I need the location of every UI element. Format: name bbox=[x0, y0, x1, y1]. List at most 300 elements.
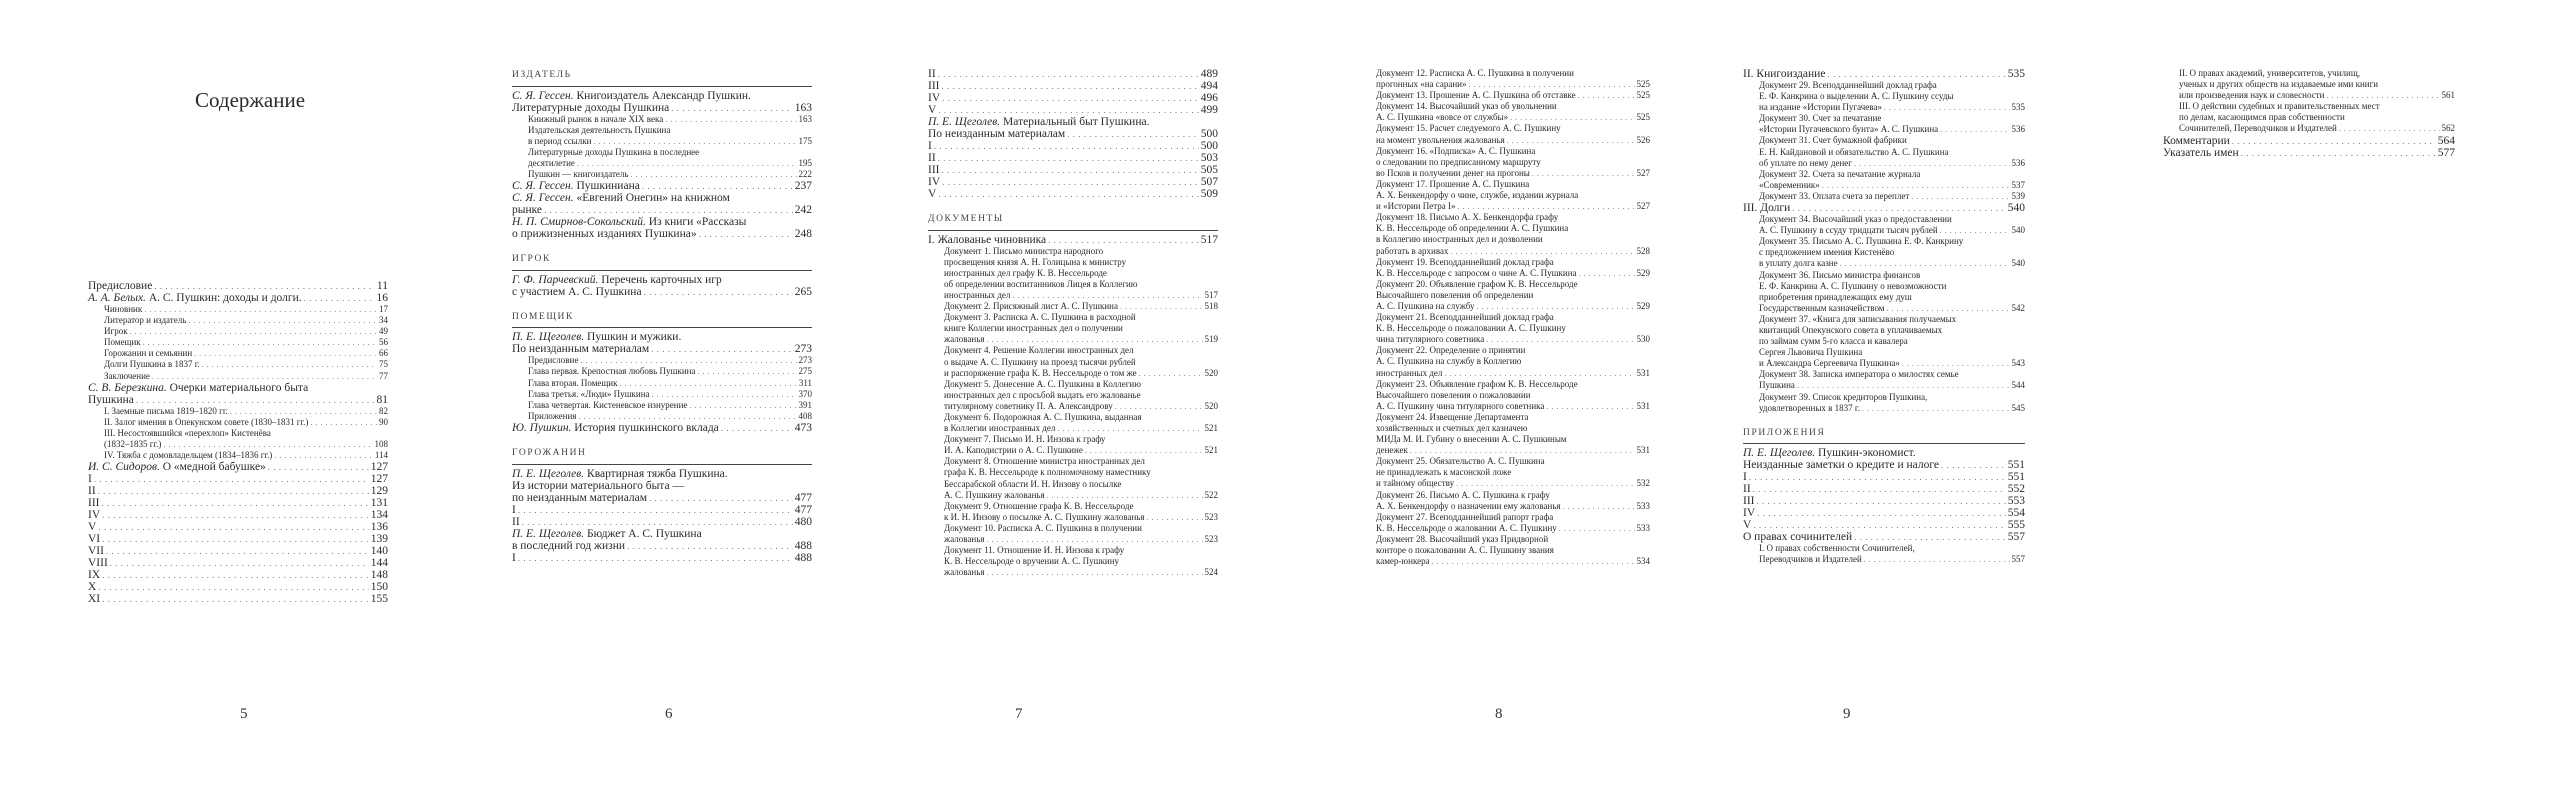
toc-line bbox=[1759, 91, 2025, 102]
toc-entry[interactable] bbox=[928, 104, 1218, 116]
dot-leader bbox=[98, 521, 368, 533]
toc-entry[interactable] bbox=[1743, 507, 2025, 519]
toc-entry[interactable] bbox=[928, 545, 1218, 578]
toc-column-p9-right bbox=[2163, 68, 2455, 159]
toc-entry[interactable] bbox=[88, 509, 388, 521]
entry-title: «Истории Пугачевского бунта» А. С. Пушкина bbox=[1759, 124, 1939, 135]
toc-line bbox=[944, 301, 1218, 312]
toc-entry[interactable] bbox=[512, 274, 812, 298]
toc-entry[interactable] bbox=[512, 552, 812, 564]
dot-leader bbox=[1749, 471, 2006, 483]
entry-title: К. В. Нессельроде о вручении А. С. Пушкину bbox=[944, 556, 1120, 567]
entry-title: Книжный рынок в начале XIX века bbox=[528, 113, 664, 124]
entry-title: Документ 22. Определение о принятии bbox=[1376, 345, 1526, 356]
toc-entry[interactable] bbox=[88, 371, 388, 382]
entry-title: в последний год жизни bbox=[512, 539, 626, 552]
toc-entry[interactable] bbox=[88, 533, 388, 545]
entry-title: III bbox=[928, 80, 940, 92]
entry-title: Пушкин и мужики. bbox=[584, 331, 682, 344]
entry-title: Документ 15. Расчет следуемого А. С. Пушкину bbox=[1376, 123, 1561, 134]
toc-entry[interactable] bbox=[2163, 101, 2455, 134]
toc-line bbox=[512, 422, 812, 434]
entry-title: II bbox=[928, 68, 936, 80]
toc-entry[interactable] bbox=[1360, 534, 1650, 567]
toc-entry[interactable] bbox=[512, 192, 812, 216]
toc-entry[interactable] bbox=[1743, 392, 2025, 414]
toc-entry[interactable] bbox=[1360, 412, 1650, 456]
toc-line bbox=[928, 80, 1218, 92]
toc-line bbox=[512, 286, 812, 298]
entry-page-number: 505 bbox=[1200, 164, 1218, 176]
entry-page-number: 531 bbox=[1636, 367, 1650, 378]
entry-page-number: 496 bbox=[1200, 92, 1218, 104]
toc-entry[interactable] bbox=[88, 428, 388, 450]
toc-entry[interactable] bbox=[1360, 257, 1650, 279]
entry-title: IV bbox=[1743, 507, 1756, 520]
toc-line bbox=[1759, 392, 2025, 403]
section-rule bbox=[1743, 443, 2025, 444]
toc-entry[interactable] bbox=[88, 581, 388, 593]
toc-line bbox=[1759, 135, 2025, 146]
entry-page-number: 108 bbox=[374, 438, 388, 449]
dot-leader bbox=[689, 400, 796, 411]
entry-title: I. Жалованье чиновника bbox=[928, 233, 1047, 246]
entry-page-number: 531 bbox=[1636, 400, 1650, 411]
toc-entry[interactable] bbox=[512, 125, 812, 147]
entry-page-number: 536 bbox=[2011, 157, 2025, 168]
dot-leader bbox=[144, 304, 377, 315]
entry-page-number: 391 bbox=[798, 399, 812, 410]
toc-entry[interactable] bbox=[88, 545, 388, 557]
dot-leader bbox=[1827, 68, 2005, 80]
entry-title: I bbox=[928, 140, 932, 152]
toc-entry[interactable] bbox=[928, 188, 1218, 200]
toc-entry[interactable] bbox=[1360, 146, 1650, 179]
toc-entry[interactable] bbox=[512, 216, 812, 240]
dot-leader bbox=[938, 152, 1199, 164]
dot-leader bbox=[1507, 135, 1635, 146]
entry-title: III bbox=[88, 497, 100, 510]
toc-entry[interactable] bbox=[512, 331, 812, 355]
toc-entry[interactable] bbox=[512, 411, 812, 422]
toc-entry[interactable] bbox=[928, 68, 1218, 80]
entry-page-number: 370 bbox=[798, 388, 812, 399]
entry-page-number: 499 bbox=[1200, 104, 1218, 116]
entry-title: и Александра Сергеевича Пушкина» bbox=[1759, 358, 1900, 369]
toc-entry[interactable] bbox=[1743, 236, 2025, 269]
entry-title: ученых и других обществ на издаваемые ими книги bbox=[2179, 79, 2379, 90]
toc-entry[interactable] bbox=[928, 152, 1218, 164]
toc-entry[interactable] bbox=[928, 80, 1218, 92]
entry-title: II. Залог имения в Опекунском совете (1830–1831 гг.) bbox=[104, 416, 309, 427]
entry-author: Г. Ф. Парчевский. bbox=[512, 273, 599, 286]
toc-entry[interactable] bbox=[1360, 490, 1650, 512]
entry-title: Переводчиков и Издателей bbox=[1759, 554, 1862, 565]
toc-entry[interactable] bbox=[88, 593, 388, 605]
toc-entry[interactable] bbox=[1743, 191, 2025, 202]
page-number: 9 bbox=[1843, 706, 1851, 722]
entry-page-number: 500 bbox=[1200, 140, 1218, 152]
toc-entry[interactable] bbox=[928, 246, 1218, 301]
toc-entry[interactable] bbox=[1360, 123, 1650, 145]
toc-line bbox=[944, 401, 1218, 412]
dot-leader bbox=[102, 593, 369, 605]
toc-line bbox=[528, 125, 812, 136]
entry-page-number: 480 bbox=[794, 515, 812, 528]
toc-entry[interactable] bbox=[928, 523, 1218, 545]
toc-line bbox=[928, 140, 1218, 152]
toc-entry[interactable] bbox=[88, 485, 388, 497]
toc-line bbox=[1376, 312, 1650, 323]
toc-line bbox=[1376, 478, 1650, 489]
toc-entry[interactable] bbox=[1743, 169, 2025, 191]
toc-entry[interactable] bbox=[1743, 314, 2025, 369]
toc-line bbox=[512, 540, 812, 552]
toc-entry[interactable] bbox=[928, 176, 1218, 188]
entry-title: прогонных «на сарани» bbox=[1376, 79, 1467, 90]
toc-line bbox=[88, 521, 388, 533]
toc-entry[interactable] bbox=[1360, 312, 1650, 345]
toc-line bbox=[2179, 68, 2455, 79]
entry-author: С. Я. Гессен. bbox=[512, 180, 574, 193]
toc-entry[interactable] bbox=[512, 389, 812, 400]
toc-entry[interactable] bbox=[1360, 379, 1650, 412]
toc-entry[interactable] bbox=[1743, 270, 2025, 314]
toc-entry[interactable] bbox=[928, 501, 1218, 523]
toc-line bbox=[1759, 147, 2025, 158]
entry-title: А. С. Пушкин: доходы и долги. bbox=[145, 292, 302, 304]
toc-line bbox=[528, 378, 812, 389]
dot-leader bbox=[1067, 128, 1199, 140]
toc-entry[interactable] bbox=[1360, 345, 1650, 378]
toc-entry[interactable] bbox=[88, 557, 388, 569]
toc-entry[interactable] bbox=[1360, 68, 1650, 90]
toc-entry[interactable] bbox=[2163, 147, 2455, 159]
entry-title: иностранных дел bbox=[1376, 367, 1443, 378]
entry-page-number: 150 bbox=[370, 581, 388, 594]
toc-entry[interactable] bbox=[1743, 543, 2025, 565]
toc-entry[interactable] bbox=[88, 473, 388, 485]
toc-line bbox=[944, 523, 1218, 534]
toc-entry[interactable] bbox=[512, 516, 812, 528]
toc-line bbox=[944, 467, 1218, 478]
entry-page-number: 17 bbox=[379, 304, 388, 314]
entry-page-number: 555 bbox=[2007, 519, 2025, 532]
toc-line bbox=[1376, 401, 1650, 412]
page-number: 8 bbox=[1495, 706, 1503, 722]
dot-leader bbox=[986, 567, 1202, 578]
toc-entry[interactable] bbox=[928, 164, 1218, 176]
entry-title: Документ 21. Всеподданнейший доклад графа bbox=[1376, 312, 1554, 323]
entry-page-number: 473 bbox=[794, 421, 812, 434]
section-rule bbox=[512, 270, 812, 271]
toc-entry[interactable] bbox=[1743, 202, 2025, 214]
entry-author: А. А. Белых. bbox=[88, 292, 146, 304]
toc-entry[interactable] bbox=[512, 169, 812, 180]
toc-entry[interactable] bbox=[88, 315, 388, 326]
toc-line bbox=[1376, 90, 1650, 101]
entry-page-number: 519 bbox=[1204, 334, 1218, 345]
toc-line bbox=[1376, 190, 1650, 201]
toc-entry[interactable] bbox=[512, 114, 812, 125]
toc-line bbox=[1376, 268, 1650, 279]
entry-title: Бюджет А. С. Пушкина bbox=[584, 527, 702, 540]
entry-title: Глава четвертая. Кистеневское изнурение bbox=[528, 399, 688, 410]
toc-entry[interactable] bbox=[1743, 531, 2025, 543]
toc-entry[interactable] bbox=[1360, 279, 1650, 312]
entry-title: с предложением имения Кистенёво bbox=[1759, 247, 1895, 258]
section-heading: ГОРОЖАНИН bbox=[512, 447, 587, 458]
entry-page-number: 139 bbox=[370, 533, 388, 546]
entry-page-number: 500 bbox=[1200, 128, 1218, 140]
dot-leader bbox=[651, 343, 793, 355]
toc-entry[interactable] bbox=[1743, 447, 2025, 471]
dot-leader bbox=[1941, 459, 2006, 471]
entry-title: Пушкина bbox=[1759, 380, 1795, 391]
entry-page-number: 114 bbox=[374, 450, 388, 461]
entry-title: X bbox=[88, 581, 97, 594]
entry-page-number: 553 bbox=[2007, 495, 2025, 508]
dot-leader bbox=[2241, 147, 2436, 159]
toc-entry[interactable] bbox=[512, 422, 812, 434]
toc-line bbox=[1376, 368, 1650, 379]
toc-line bbox=[88, 473, 388, 485]
entry-title: Документ 18. Письмо А. Х. Бенкендорфа графу bbox=[1376, 212, 1559, 223]
toc-entry[interactable] bbox=[1743, 135, 2025, 168]
toc-line bbox=[104, 359, 388, 370]
toc-entry[interactable] bbox=[928, 434, 1218, 456]
entry-page-number: 66 bbox=[379, 348, 388, 359]
toc-line bbox=[104, 439, 388, 450]
entry-page-number: 82 bbox=[379, 405, 388, 416]
entry-title: Сергея Львовича Пушкина bbox=[1759, 347, 1863, 358]
entry-title: Квартирная тяжба Пушкина. bbox=[584, 467, 728, 480]
toc-entry[interactable] bbox=[512, 468, 812, 504]
entry-title: Пушкиниана bbox=[573, 180, 640, 193]
entry-title: Документ 17. Прошение А. С. Пушкина bbox=[1376, 178, 1530, 189]
dot-leader bbox=[620, 378, 797, 389]
entry-page-number: 543 bbox=[2011, 358, 2025, 369]
entry-page-number: 175 bbox=[798, 135, 812, 146]
dot-leader bbox=[630, 169, 796, 180]
entry-page-number: 528 bbox=[1636, 245, 1650, 256]
entry-title: Документ 20. Объявление графом К. В. Нессельроде bbox=[1376, 278, 1578, 289]
dot-leader bbox=[1886, 303, 2009, 314]
entry-page-number: 557 bbox=[2011, 554, 2025, 565]
dot-leader bbox=[268, 461, 369, 473]
toc-line bbox=[944, 512, 1218, 523]
entry-title: иностранных дел графу К. В. Нессельроде bbox=[944, 267, 1107, 278]
entry-author: П. Е. Щеголев. bbox=[928, 116, 1001, 128]
toc-entry[interactable] bbox=[88, 359, 388, 370]
toc-line bbox=[1376, 257, 1650, 268]
toc-entry[interactable] bbox=[1743, 68, 2025, 80]
entry-page-number: 564 bbox=[2437, 134, 2455, 147]
entry-title: Документ 2. Присяжный лист А. С. Пушкина bbox=[944, 301, 1118, 312]
toc-entry[interactable] bbox=[88, 417, 388, 428]
entry-title: просвещения князя А. Н. Голицына к министру bbox=[944, 256, 1127, 267]
toc-line bbox=[944, 445, 1218, 456]
entry-title: Документ 24. Извещение Департамента bbox=[1376, 411, 1529, 422]
dot-leader bbox=[1546, 401, 1634, 412]
entry-page-number: 554 bbox=[2007, 507, 2025, 520]
entry-page-number: 222 bbox=[798, 169, 812, 180]
toc-entry[interactable] bbox=[1743, 483, 2025, 495]
toc-line bbox=[1743, 68, 2025, 80]
toc-entry[interactable] bbox=[2163, 135, 2455, 147]
toc-entry[interactable] bbox=[1360, 179, 1650, 212]
toc-line bbox=[512, 552, 812, 564]
toc-entry[interactable] bbox=[88, 450, 388, 461]
toc-entry[interactable] bbox=[512, 528, 812, 552]
entry-title: IV bbox=[88, 509, 101, 522]
dot-leader bbox=[1486, 334, 1634, 345]
entry-title: Документ 19. Всеподданнейший доклад графа bbox=[1376, 256, 1554, 267]
entry-title: Документ 13. Прошение А. С. Пушкина об отставке bbox=[1376, 90, 1576, 101]
dot-leader bbox=[230, 406, 377, 417]
toc-entry[interactable] bbox=[512, 180, 812, 192]
toc-line bbox=[1376, 379, 1650, 390]
dot-leader bbox=[644, 286, 793, 298]
dot-leader bbox=[2326, 90, 2439, 101]
entry-page-number: 155 bbox=[370, 593, 388, 606]
toc-entry[interactable] bbox=[1360, 90, 1650, 101]
toc-entry[interactable] bbox=[928, 140, 1218, 152]
dot-leader bbox=[1532, 168, 1635, 179]
toc-entry[interactable] bbox=[1360, 212, 1650, 256]
spacer bbox=[512, 240, 812, 254]
toc-entry[interactable] bbox=[1360, 456, 1650, 489]
toc-entry[interactable] bbox=[512, 147, 812, 169]
entry-page-number: 195 bbox=[798, 157, 812, 168]
toc-entry[interactable] bbox=[928, 234, 1218, 246]
entry-author: С. Я. Гессен. bbox=[512, 192, 574, 205]
toc-line bbox=[944, 379, 1218, 390]
toc-entry[interactable] bbox=[1743, 214, 2025, 236]
toc-entry[interactable] bbox=[928, 412, 1218, 434]
dot-leader bbox=[671, 102, 792, 114]
toc-entry[interactable] bbox=[1360, 101, 1650, 123]
toc-line bbox=[512, 492, 812, 504]
entry-title: Документ 30. Счет за печатание bbox=[1759, 113, 1882, 124]
toc-entry[interactable] bbox=[928, 345, 1218, 378]
dot-leader bbox=[1579, 268, 1635, 279]
toc-line bbox=[928, 68, 1218, 80]
toc-entry[interactable] bbox=[1743, 519, 2025, 531]
section-heading: ПРИЛОЖЕНИЯ bbox=[1743, 427, 1826, 438]
entry-page-number: 408 bbox=[798, 410, 812, 421]
toc-entry[interactable] bbox=[88, 292, 388, 304]
entry-page-number: 127 bbox=[370, 473, 388, 486]
toc-entry[interactable] bbox=[88, 337, 388, 348]
entry-title: Документ 25. Обязательство А. С. Пушкина bbox=[1376, 456, 1545, 467]
toc-entry[interactable] bbox=[928, 92, 1218, 104]
dot-leader bbox=[1085, 445, 1203, 456]
entry-page-number: 532 bbox=[1636, 478, 1650, 489]
toc-entry[interactable] bbox=[1360, 512, 1650, 534]
entry-title: к И. Н. Инзову о посылке А. С. Пушкину жалованья bbox=[944, 511, 1145, 522]
toc-line bbox=[944, 323, 1218, 334]
entry-title: К. В. Нессельроде о жаловании А. С. Пушкину bbox=[1376, 522, 1557, 533]
toc-line bbox=[1376, 412, 1650, 423]
toc-entry[interactable] bbox=[88, 326, 388, 337]
entry-title: Перечень карточных игр bbox=[598, 273, 722, 286]
toc-line bbox=[1759, 158, 2025, 169]
toc-entry[interactable] bbox=[512, 366, 812, 377]
toc-entry[interactable] bbox=[928, 312, 1218, 345]
toc-entry[interactable] bbox=[2163, 68, 2455, 101]
toc-line bbox=[1743, 202, 2025, 214]
dot-leader bbox=[986, 534, 1202, 545]
toc-entry[interactable] bbox=[88, 406, 388, 417]
toc-line bbox=[2179, 79, 2455, 90]
dot-leader bbox=[304, 292, 375, 304]
dot-leader bbox=[518, 552, 793, 564]
dot-leader bbox=[1902, 358, 2010, 369]
toc-line bbox=[1759, 543, 2025, 554]
toc-entry[interactable] bbox=[512, 355, 812, 366]
section-heading: ИГРОК bbox=[512, 254, 551, 265]
toc-entry[interactable] bbox=[88, 382, 388, 406]
toc-entry[interactable] bbox=[88, 569, 388, 581]
entry-title: А. С. Пушкину жалованья bbox=[944, 489, 1045, 500]
toc-entry[interactable] bbox=[512, 400, 812, 411]
toc-entry[interactable] bbox=[928, 379, 1218, 412]
dot-leader bbox=[580, 355, 796, 366]
entry-page-number: 533 bbox=[1636, 500, 1650, 511]
toc-entry[interactable] bbox=[928, 456, 1218, 500]
dot-leader bbox=[1563, 501, 1635, 512]
toc-entry[interactable] bbox=[1743, 471, 2025, 483]
toc-entry[interactable] bbox=[88, 304, 388, 315]
entry-page-number: 489 bbox=[1200, 68, 1218, 80]
entry-title: Из книги «Рассказы bbox=[645, 216, 747, 229]
toc-entry[interactable] bbox=[1743, 113, 2025, 135]
toc-entry[interactable] bbox=[88, 497, 388, 509]
toc-line bbox=[88, 292, 388, 304]
toc-line bbox=[528, 389, 812, 400]
toc-entry[interactable] bbox=[88, 461, 388, 473]
entry-page-number: 477 bbox=[794, 503, 812, 516]
toc-entry[interactable] bbox=[928, 116, 1218, 140]
toc-entry[interactable] bbox=[512, 90, 812, 114]
toc-entry[interactable] bbox=[88, 521, 388, 533]
toc-line bbox=[2179, 112, 2455, 123]
entry-title: Пушкин-экономист. bbox=[1815, 447, 1916, 460]
entry-page-number: 520 bbox=[1204, 367, 1218, 378]
toc-entry[interactable] bbox=[88, 280, 388, 292]
toc-entry[interactable] bbox=[928, 301, 1218, 312]
page-number: 6 bbox=[665, 706, 673, 722]
toc-line bbox=[944, 334, 1218, 345]
dot-leader bbox=[2339, 123, 2440, 134]
section-heading: ДОКУМЕНТЫ bbox=[928, 214, 1004, 224]
toc-entry[interactable] bbox=[512, 504, 812, 516]
toc-line bbox=[1376, 523, 1650, 534]
toc-line bbox=[88, 581, 388, 593]
entry-title: I bbox=[512, 503, 516, 516]
toc-entry[interactable] bbox=[512, 378, 812, 389]
toc-line bbox=[528, 114, 812, 125]
toc-entry[interactable] bbox=[1743, 80, 2025, 113]
toc-line bbox=[928, 164, 1218, 176]
toc-line bbox=[1759, 281, 2025, 292]
toc-entry[interactable] bbox=[1743, 369, 2025, 391]
toc-entry[interactable] bbox=[88, 348, 388, 359]
toc-entry[interactable] bbox=[1743, 495, 2025, 507]
dot-leader bbox=[110, 557, 369, 569]
dot-leader bbox=[102, 497, 369, 509]
